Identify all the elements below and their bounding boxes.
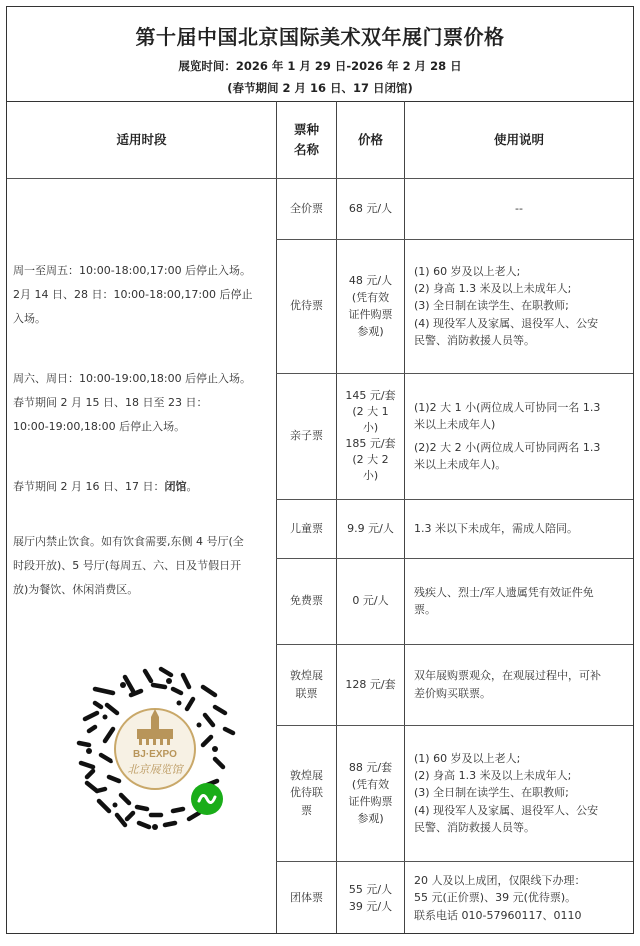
column-header-ticket-type: 票种 名称 [293, 122, 319, 157]
food-policy: 展厅内禁止饮食。如有饮食需要,东侧 4 号厅(全 时段开放)、5 号厅(每周五、六、日及节假日开 放)为餐饮、休闲消费区。 [13, 535, 244, 596]
mini-program-qr-code[interactable] [65, 659, 245, 839]
ticket-usage [405, 644, 633, 725]
closed-suffix: 。 [186, 480, 198, 493]
header [7, 7, 633, 102]
usage-line: (1) 60 岁及以上老人; [414, 265, 521, 279]
column-header-usage: 使用说明 [493, 131, 544, 147]
ticket-price: 48 元/人 (凭有效 证件购票 参观) [348, 273, 393, 339]
ticket-usage [405, 725, 633, 861]
ticket-name: 敦煌展 联票 [290, 669, 323, 700]
ticket-price: 128 元/套 [345, 677, 396, 691]
ticket-usage [405, 558, 633, 644]
ticket-name: 亲子票 [290, 429, 323, 443]
ticket-name: 优待票 [290, 299, 323, 313]
usage-line: (3) 全日制在读学生、在职教师; [414, 786, 569, 800]
usage-line: (1)2 大 1 小(两位成人可协同一名 1.3 米以上未成年人) [414, 400, 601, 431]
usage-line: (4) 现役军人及家属、退役军人、公安 民警、消防救援人员等。 [414, 316, 599, 347]
usage-line: (2) 身高 1.3 米及以上未成年人; [414, 769, 572, 783]
ticket-name: 团体票 [290, 891, 323, 905]
ticket-usage [405, 239, 633, 373]
closure-note: (春节期间 2 月 16 日、17 日闭馆) [227, 81, 413, 95]
usage-line: (2) 身高 1.3 米及以上未成年人; [414, 282, 572, 296]
ticket-price-sheet [6, 6, 634, 934]
ticket-price: 88 元/套 (凭有效 证件购票 参观) [348, 760, 393, 826]
usage-line: 20 人及以上成团，仅限线下办理： 55 元(正价票)、39 元(优待票)。 联系电话 010-57960117、0110 [414, 874, 586, 922]
usage-line: (3) 全日制在读学生、在职教师; [414, 299, 569, 313]
exhibition-time: 展览时间：2026 年 1 月 29 日-2026 年 2 月 28 日 [178, 59, 462, 73]
ticket-name: 儿童票 [290, 521, 323, 535]
usage-line: -- [515, 201, 523, 215]
closed-prefix: 春节期间 2 月 16 日、17 日： [13, 480, 165, 493]
ticket-price: 145 元/套 (2 大 1 小) 185 元/套 (2 大 2 小) [345, 389, 396, 482]
usage-line: 双年展购票观众，在观展过程中，可补 差价购买联票。 [414, 669, 601, 700]
ticket-usage [405, 499, 633, 558]
qr-logo-subtext: 北京展览馆 [127, 763, 183, 776]
page-title: 第十届中国北京国际美术双年展门票价格 [135, 25, 505, 49]
column-header-price: 价格 [357, 131, 383, 147]
qr-logo-text: BJ·EXPO [133, 749, 177, 760]
ticket-usage [405, 178, 633, 239]
hours-closed [13, 475, 275, 499]
ticket-price: 9.9 元/人 [347, 521, 394, 535]
ticket-price: 55 元/人 39 元/人 [348, 882, 393, 913]
usage-line: (4) 现役军人及家属、退役军人、公安 民警、消防救援人员等。 [414, 803, 599, 834]
column-header-period: 适用时段 [116, 131, 167, 147]
ticket-price: 68 元/人 [348, 201, 393, 215]
ticket-price: 0 元/人 [352, 594, 389, 608]
hours-weekend: 周六、周日：10:00-19:00,18:00 后停止入场。 春节期间 2 月 15 日、18 日至 23 日： 10:00-19:00,18:00 后停止入场。 [13, 372, 252, 433]
ticket-usage [405, 373, 633, 499]
ticket-name: 敦煌展 优待联 票 [290, 769, 323, 817]
ticket-usage [405, 861, 633, 934]
usage-line: 1.3 米以下未成年，需成人陪同。 [414, 521, 578, 535]
usage-line: (2)2 大 2 小(两位成人可协同两名 1.3 米以上未成年人)。 [414, 441, 601, 472]
usage-line: 残疾人、烈士/军人遗属凭有效证件免 票。 [414, 585, 594, 616]
ticket-name: 免费票 [290, 594, 323, 608]
hours-weekday: 周一至周五：10:00-18:00,17:00 后停止入场。 2月 14 日、28 日：10:00-18:00,17:00 后停止 入场。 [13, 264, 253, 325]
closed-word: 闭馆 [164, 480, 187, 493]
ticket-name: 全价票 [290, 201, 323, 215]
usage-line: (1) 60 岁及以上老人; [414, 752, 521, 766]
